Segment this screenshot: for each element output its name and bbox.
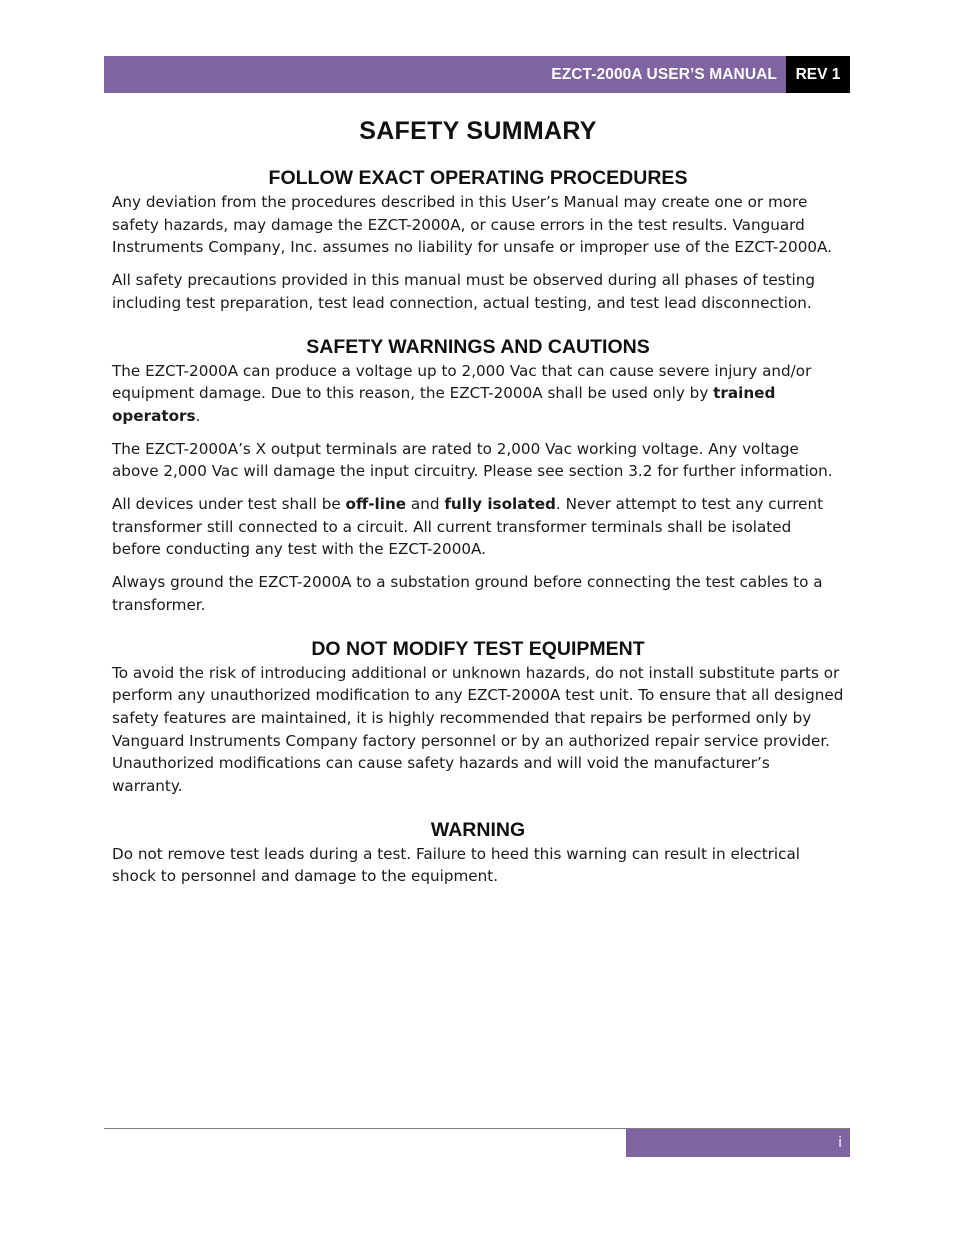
section-warning (112, 818, 844, 888)
footer-bar (626, 1129, 850, 1157)
page-number: i (838, 1135, 842, 1151)
section-heading-warning: WARNING (430, 818, 526, 841)
text-run: All devices under test shall be (112, 495, 346, 514)
paragraph (112, 493, 844, 561)
revision-badge: REV 1 (786, 56, 850, 93)
paragraph: Always ground the EZCT-2000A to a substation ground before connecting the test cables to a transformer. (112, 573, 823, 614)
section-heading-modify: DO NOT MODIFY TEST EQUIPMENT (311, 637, 645, 660)
page-content (112, 112, 844, 898)
paragraph: All safety precautions provided in this manual must be observed during all phases of testing including test preparation, test lead connection, actual testing, and test lead disconnection. (112, 271, 816, 312)
manual-title: EZCT-2000A USER’S MANUAL (551, 65, 777, 83)
text-run: . (195, 406, 201, 425)
emphasis-trained-operators: trained operators (112, 384, 776, 425)
section-heading-procedures: FOLLOW EXACT OPERATING PROCEDURES (268, 167, 688, 189)
paragraph: Any deviation from the procedures described in this User’s Manual may create one or more safety hazards, may damage the EZCT-2000A, or cause errors in the test results. Vanguard Instruments Company, Inc. assumes no liability for unsafe or improper use of the EZCT-2000A. (112, 193, 832, 257)
section-operating-procedures (112, 166, 844, 315)
paragraph: To avoid the risk of introducing additional or unknown hazards, do not install substitute parts or perform any unauthorized modification to any EZCT-2000A test unit. To ensure that all designed safety features are maintained, it is highly recommended that repairs be performed only by Vanguard Instruments Company factory personnel or by an authorized repair service provider. Unauthorized modifications can cause safety hazards and will void the manufacturer’s warranty. (112, 663, 844, 796)
section-safety-warnings (112, 335, 844, 617)
page-title: SAFETY SUMMARY (359, 117, 597, 145)
emphasis-fully-isolated: fully isolated (444, 495, 556, 514)
paragraph: The EZCT-2000A’s X output terminals are rated to 2,000 Vac working voltage. Any voltage above 2,000 Vac will damage the input circuitry. Please see section 3.2 for further information. (112, 439, 833, 481)
section-modify-equipment (112, 637, 844, 798)
header-bar (104, 56, 786, 93)
section-heading-warnings: SAFETY WARNINGS AND CAUTIONS (306, 335, 650, 358)
paragraph: Do not remove test leads during a test. Failure to heed this warning can result in electrical shock to personnel and damage to the equipment. (112, 844, 801, 886)
text-run: The EZCT-2000A can produce a voltage up to 2,000 Vac that can cause severe injury and/or equipment damage. Due to this reason, the EZCT-2000A shall be used only by (112, 361, 812, 403)
text-run: . Never attempt to test any current transformer still connected to a circuit. All current transformer terminals shall be isolated before conducting any test with the EZCT-2000A. (112, 495, 824, 559)
text-run: and (406, 495, 445, 514)
paragraph (112, 360, 844, 428)
emphasis-off-line: off-line (345, 495, 407, 514)
